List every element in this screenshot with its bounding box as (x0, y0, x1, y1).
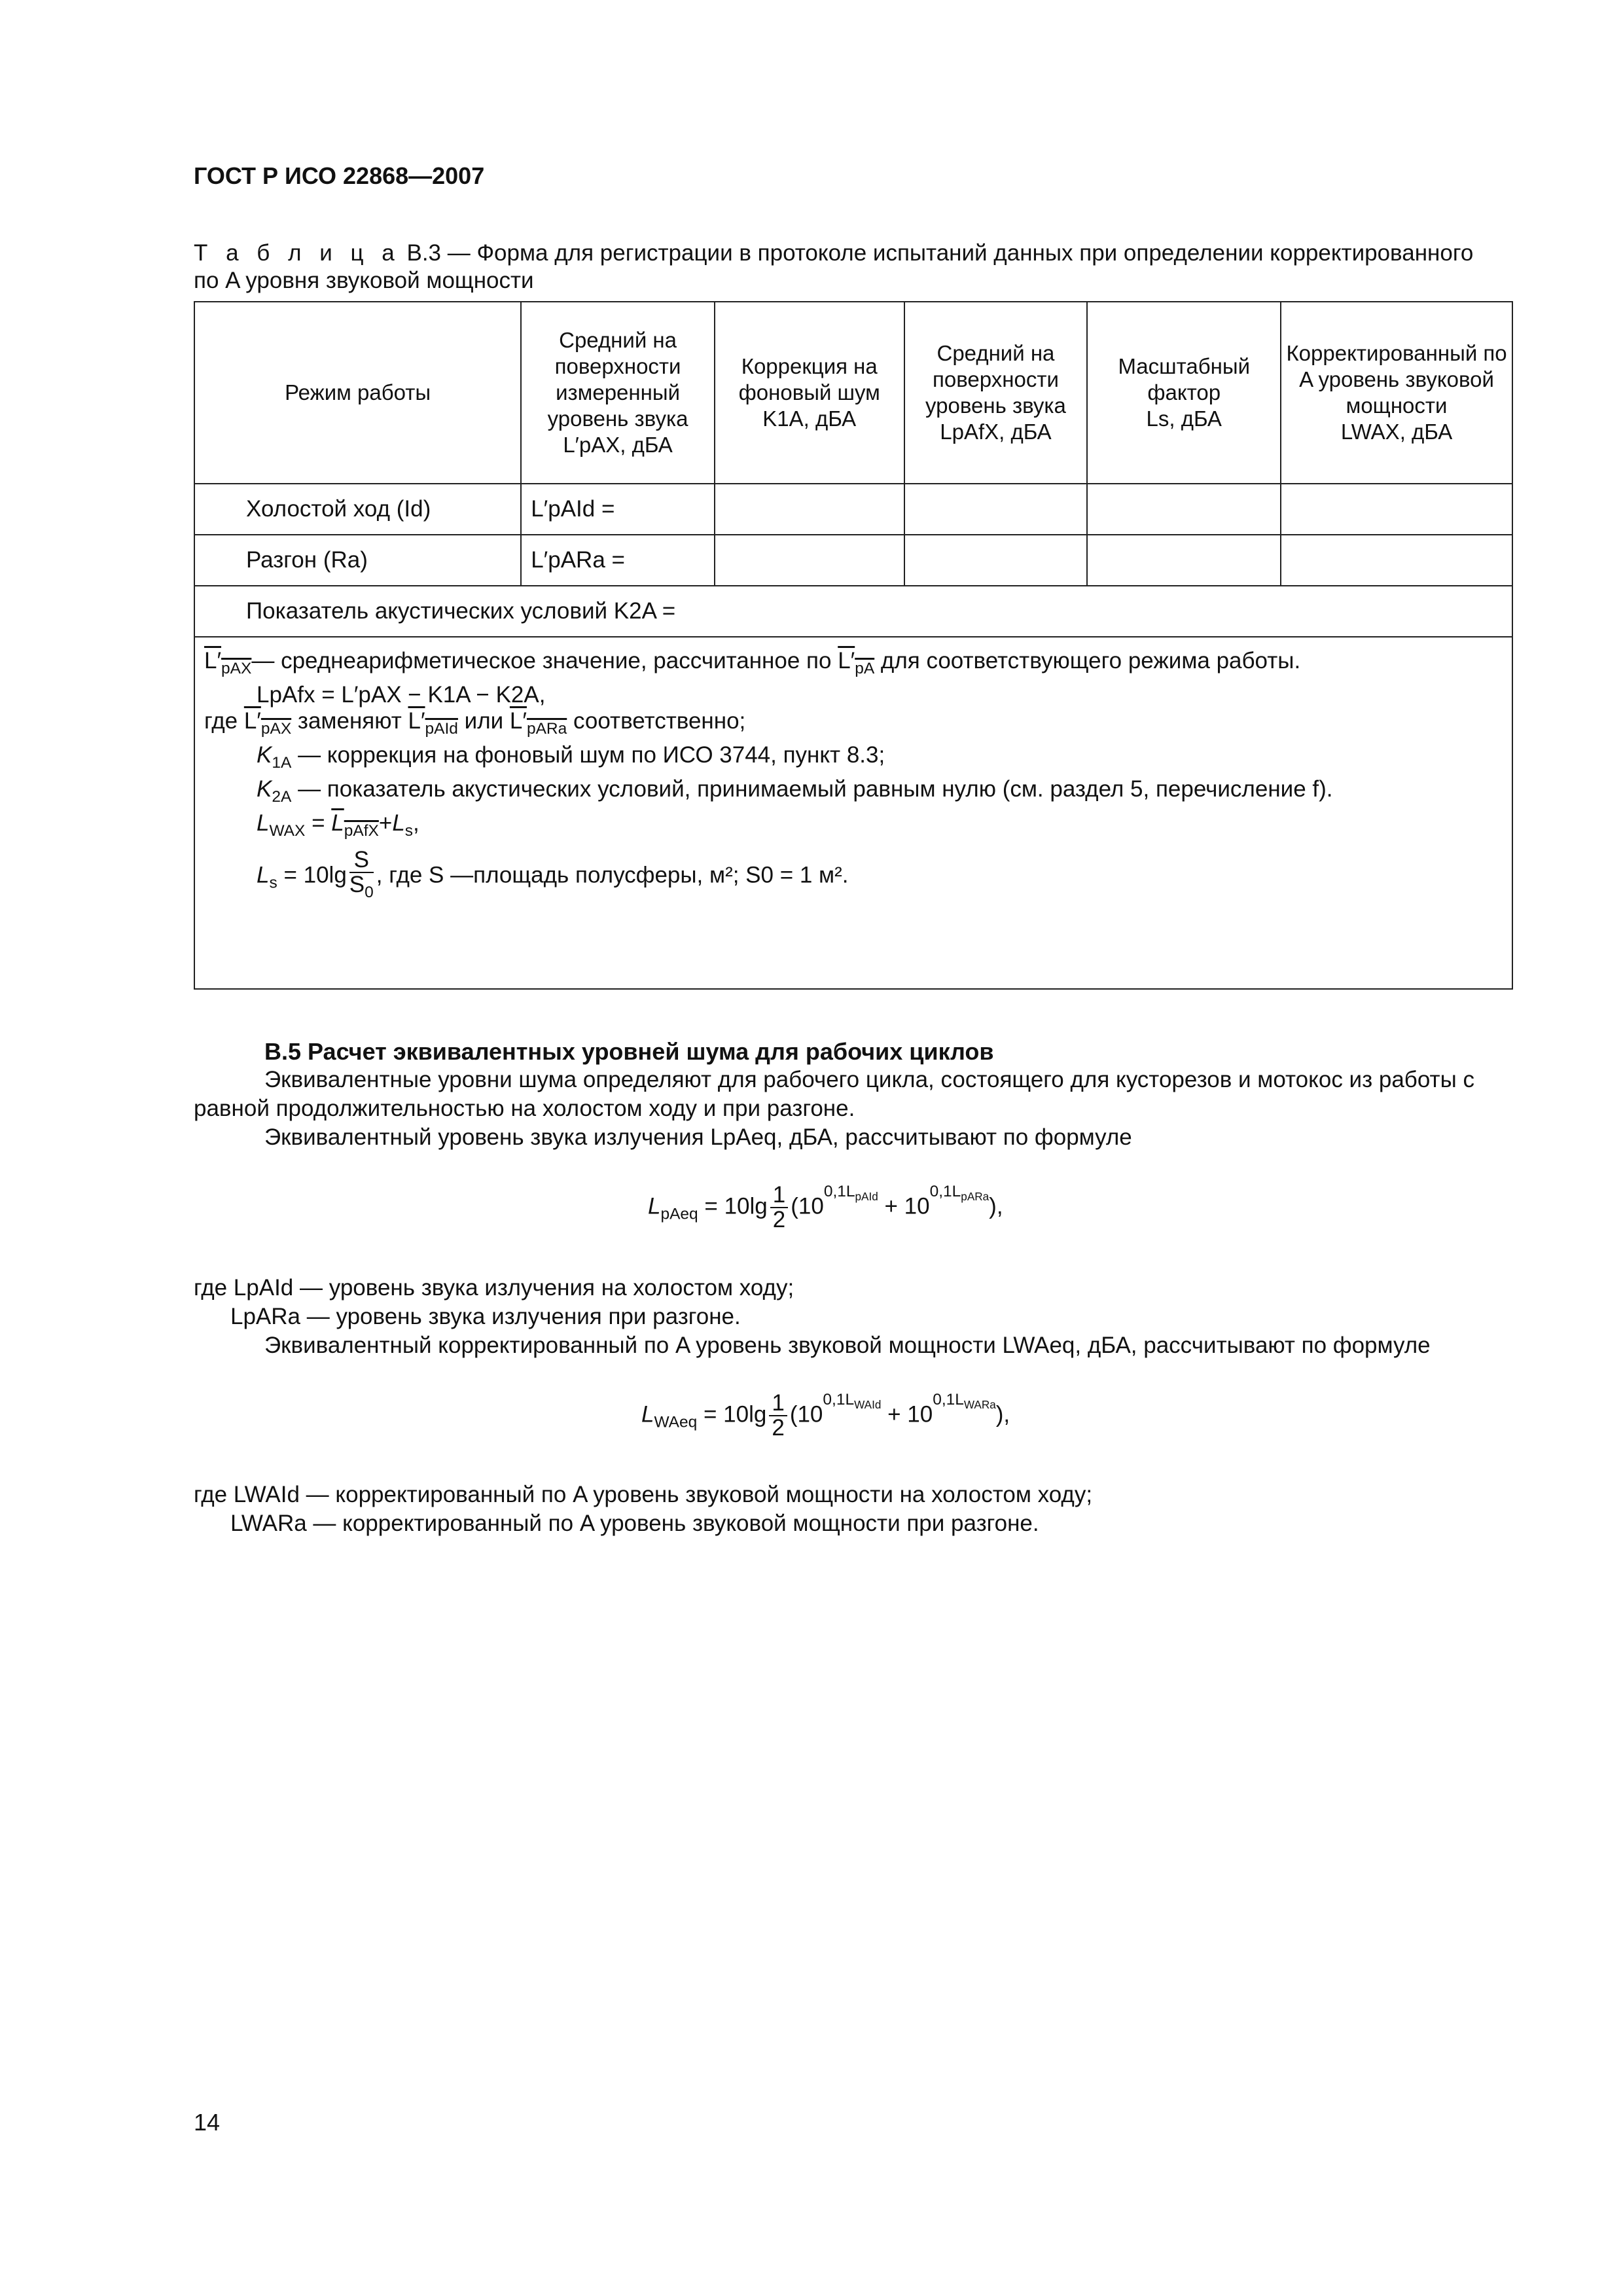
section-paragraph-3: Эквивалентный корректированный по A уровень звуковой мощности LWAeq, дБА, рассчитывают по формуле (264, 1333, 1431, 1358)
header-scale-factor: Масштабный фактор Ls, дБА (1087, 302, 1281, 484)
where-lpara: LpARa — уровень звука излучения при разгоне. (230, 1304, 741, 1329)
caption-label: Т а б л и ц а (194, 240, 401, 266)
header-corrected-power: Корректированный по A уровень звуковой мощности LWAX, дБА (1281, 302, 1512, 484)
notes-row (194, 637, 1512, 989)
header-surface-level: Средний на поверхности уровень звука LpAfX, дБА (904, 302, 1088, 484)
page-header: ГОСТ Р ИСО 22868—2007 (194, 162, 485, 189)
where-lwara: LWARa — корректированный по A уровень звуковой мощности при разгоне. (230, 1511, 1039, 1536)
page-number: 14 (194, 2109, 221, 2136)
table-notes: $L'_{pAX}—$ среднеарифметическое значение, рассчитанное по $L'_{pA}$ для соответствующего режима работы. LpAfx = L′pAX − K1A − K2A, где $L'_{pAX}$ заменяют $L'_{pAId}$ или $L'_{pARa}$ соответственно; $K_{1A}$ — коррекция на фоновый шум по ИСО 3744, пункт 8.3; $K_{2A}$ — показатель акустических условий, принимаемый равным нулю (см. раздел 5, перечисление f). $L_{WAX} = L_{pAfX}+L_s$, $L_s = 10\lg$ $\frac{S}{S_0}$ , где S —площадь полусферы, м²; S0 = 1 м². (194, 637, 1512, 989)
header-measured-level: Средний на поверхности измеренный уровень звука L′pAX, дБА (521, 302, 715, 484)
section-paragraph-1: Эквивалентные уровни шума определяют для рабочего цикла, состоящего для кусторезов и мотокос из работы с равной продолжительностью на холостом ходу и при разгоне. (194, 1067, 1474, 1121)
row-mode-idle: Холостой ход (Id) (194, 484, 521, 535)
table-header-row (194, 302, 1512, 484)
section-paragraph-2: Эквивалентный уровень звука излучения LpAeq, дБА, рассчитывают по формуле (264, 1124, 1132, 1150)
formula-lwaeq: $L_{WAeq} = 10\lg$ $\frac{1}{2}$ $(10^{0,1L_{WAId}} + 10^{0,1L_{WARa}})$, (641, 1390, 1010, 1441)
row-value-accel: L′pARa = (521, 535, 715, 586)
formula-lpaeq: $L_{pAeq} = 10\lg$ $\frac{1}{2}$ $(10^{0,1L_{pAId}} + 10^{0,1L_{pARa}})$, (648, 1182, 1003, 1232)
acoustic-index-row: Показатель акустических условий K2A = (194, 586, 1512, 637)
table-row (194, 586, 1512, 637)
registration-table (194, 301, 1513, 990)
caption-text: В.3 — Форма для регистрации в протоколе испытаний данных при определении корректированного по A уровня звуковой мощности (194, 240, 1474, 293)
header-mode: Режим работы (194, 302, 521, 484)
header-background-correction: Коррекция на фоновый шум K1A, дБА (715, 302, 904, 484)
table-row (194, 535, 1512, 586)
table-caption (194, 240, 1496, 295)
section-title: В.5 Расчет эквивалентных уровней шума для рабочих циклов (264, 1038, 994, 1065)
where-lwaid: где LWAId — корректированный по A уровень звуковой мощности на холостом ходу; (194, 1482, 1093, 1507)
where-lpaid: где LpAId — уровень звука излучения на холостом ходу; (194, 1275, 794, 1300)
row-value-idle: L′pAId = (521, 484, 715, 535)
row-mode-accel: Разгон (Ra) (194, 535, 521, 586)
table-row (194, 484, 1512, 535)
